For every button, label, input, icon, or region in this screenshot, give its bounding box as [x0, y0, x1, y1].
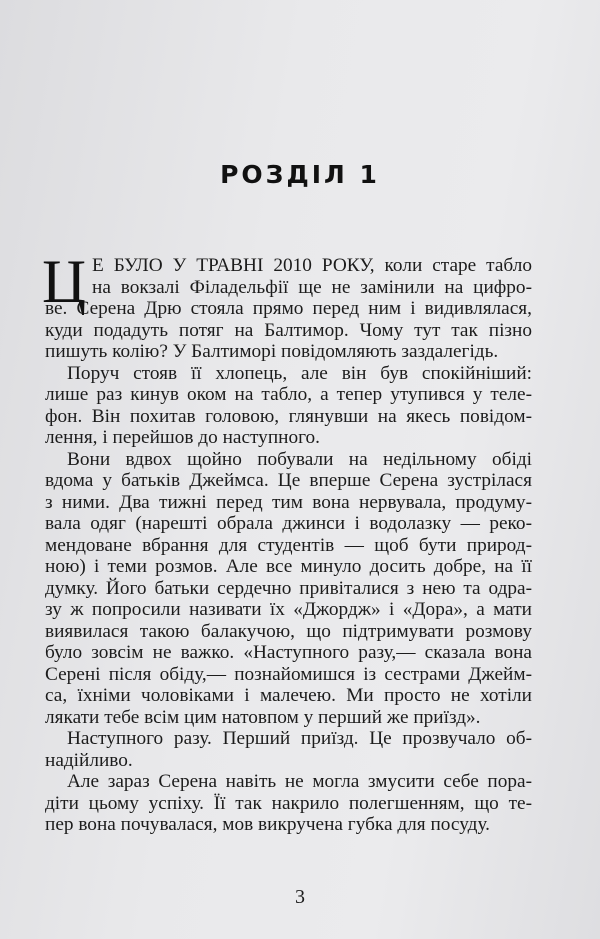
- text-line: було зовсім не важко. «Наступного разу,— сказала вона: [45, 642, 532, 663]
- text-line: Наступного разу. Перший приїзд. Це прозвучало об-: [67, 728, 532, 749]
- text-line: Вони вдвох щойно побували на недільному обіді: [67, 448, 532, 470]
- text-line: надійливо.: [45, 749, 133, 771]
- text-line: фон. Він похитав головою, глянувши на якесь повідом-: [45, 405, 532, 427]
- text-line: ве. Серена Дрю стояла прямо перед ним і видивлялася,: [45, 298, 532, 319]
- text-line: вдома у батьків Джеймса. Це вперше Серена зустрілася: [45, 470, 532, 491]
- text-line: Поруч стояв її хлопець, але він був спокійніший:: [67, 362, 532, 384]
- text-line: діти цьому успіху. Її так накрило полегшенням, що те-: [45, 792, 532, 814]
- text-line: з ними. Два тижні перед тим вона нервувала, продуму-: [45, 491, 532, 513]
- text-line: вала одяг (нарешті обрала джинси і водолазку — реко-: [45, 513, 532, 534]
- chapter-title: РОЗДІЛ 1: [220, 160, 380, 189]
- text-line: лише раз кинув оком на табло, а тепер утупився у теле-: [45, 384, 532, 405]
- text-line: зу ж попросили називати їх «Джордж» і «Дора», а мати: [45, 599, 532, 620]
- text-line: виявилася такою балакучою, що підтримувати розмову: [45, 620, 532, 642]
- text-line: Серені після обіду,— познайомишся із сестрами Джейм-: [45, 663, 532, 685]
- text-line: Але зараз Серена навіть не могла змусити себе пора-: [67, 771, 532, 792]
- text-line: пишуть колію? У Балтиморі повідомляють заздалегідь.: [45, 341, 499, 362]
- text-line: са, їхніми чоловіками і малечею. Ми просто не хотіли: [45, 685, 532, 706]
- text-line: ною) і теми розмов. Але все минуло досить добре, на її: [45, 556, 532, 577]
- text-line: лення, і перейшов до наступного.: [45, 427, 320, 448]
- text-line: на вокзалі Філадельфії ще не замінили на цифро-: [92, 276, 532, 298]
- page-number: 3: [295, 886, 305, 908]
- text-line: лякати тебе всім цим натовпом у перший же приїзд».: [45, 706, 481, 728]
- body-text: [42, 249, 532, 836]
- text-line: пер вона почувалася, мов викручена губка для посуду.: [45, 814, 490, 835]
- text-line: Е БУЛО У ТРАВНІ 2010 РОКУ, коли старе табло: [92, 255, 532, 276]
- text-line: думку. Його батьки сердечно привіталися з нею та одра-: [45, 577, 532, 599]
- drop-cap: Ц: [42, 249, 87, 316]
- text-line: мендоване вбрання для студентів — щоб бути природ-: [45, 534, 532, 556]
- text-line: куди подадуть потяг на Балтимор. Чому тут так пізно: [45, 319, 532, 341]
